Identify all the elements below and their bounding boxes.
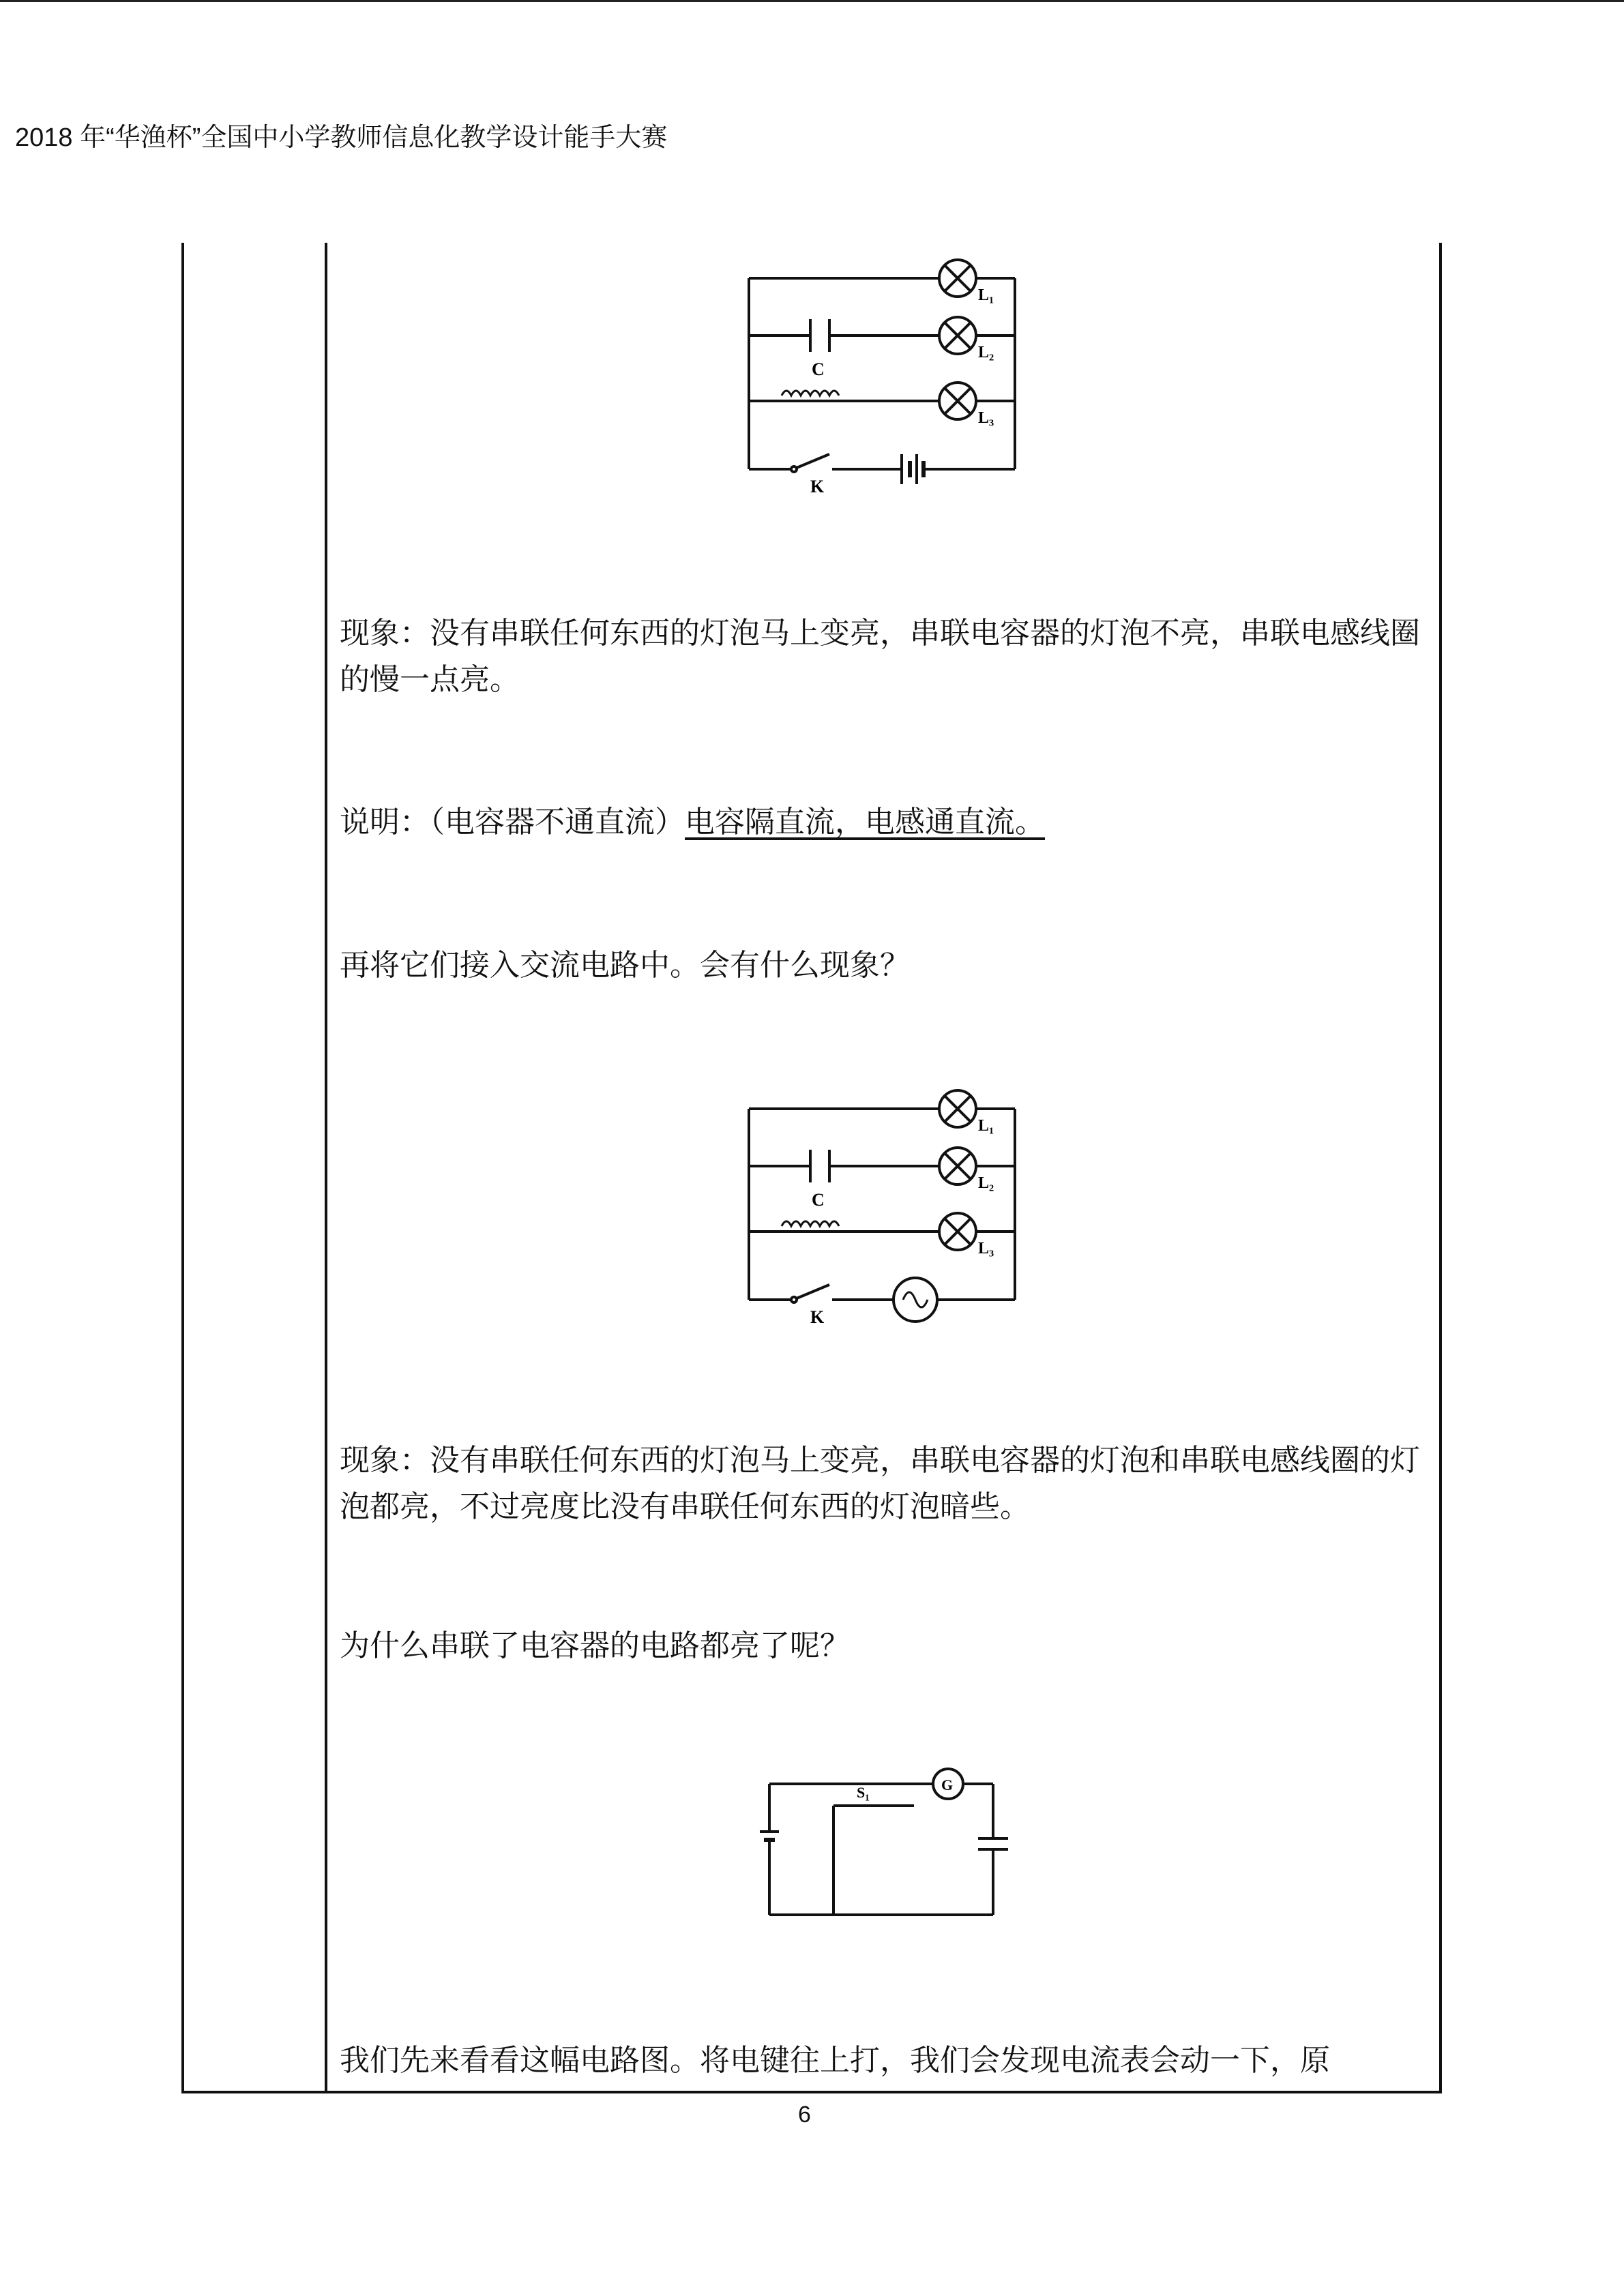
capacitor-charging-diagram <box>757 1773 1016 1930</box>
paragraph-ac-question: 再将它们接入交流电路中。会有什么现象？ <box>340 948 910 983</box>
paragraph-explanation <box>340 799 1424 846</box>
paragraph-why-question: 为什么串联了电容器的电路都亮了呢？ <box>340 1628 850 1663</box>
ac-switch-label: K <box>810 1307 825 1327</box>
explanation-underlined: 电容隔直流，电感通直流。 <box>685 805 1045 839</box>
switch-s1-label: S₁ <box>857 1784 870 1801</box>
table-left-border <box>181 243 184 2093</box>
ac-lamp-l3-label: L₃ <box>978 1240 994 1257</box>
ac-lamp-l2-label: L₂ <box>978 1174 994 1192</box>
ac-circuit-diagram <box>743 1083 1030 1335</box>
top-rule <box>0 0 1624 2</box>
paragraph-phenomenon-dc: 现象：没有串联任何东西的灯泡马上变亮，串联电容器的灯泡不亮，串联电感线圈的慢一点亮。 <box>340 616 1420 697</box>
table-column-divider <box>325 243 327 2093</box>
dc-circuit-diagram <box>743 252 1030 505</box>
capacitor-label: C <box>812 359 825 379</box>
table-bottom-border <box>181 2091 1442 2093</box>
galvanometer-label: G <box>941 1776 954 1793</box>
lamp-l2-label: L₂ <box>978 344 994 361</box>
switch-label: K <box>810 477 825 496</box>
ac-lamp-l1-label: L₁ <box>978 1117 994 1135</box>
page-header: 2018 年“华渔杯”全国中小学教师信息化教学设计能手大赛 <box>15 123 668 152</box>
table-right-border <box>1439 243 1442 2093</box>
lamp-l3-label: L₃ <box>978 409 994 427</box>
paragraph-explain-circuit: 我们先来看看这幅电路图。将电键往上打，我们会发现电流表会动一下，原 <box>340 2043 1330 2078</box>
explanation-prefix: 说明：（电容器不通直流） <box>340 805 685 839</box>
lamp-l1-label: L₁ <box>978 286 994 304</box>
page-number: 6 <box>798 2102 811 2128</box>
paragraph-phenomenon-ac: 现象：没有串联任何东西的灯泡马上变亮，串联电容器的灯泡和串联电感线圈的灯泡都亮，不过亮度比没有串联任何东西的灯泡暗些。 <box>340 1443 1420 1524</box>
ac-capacitor-label: C <box>812 1190 825 1210</box>
